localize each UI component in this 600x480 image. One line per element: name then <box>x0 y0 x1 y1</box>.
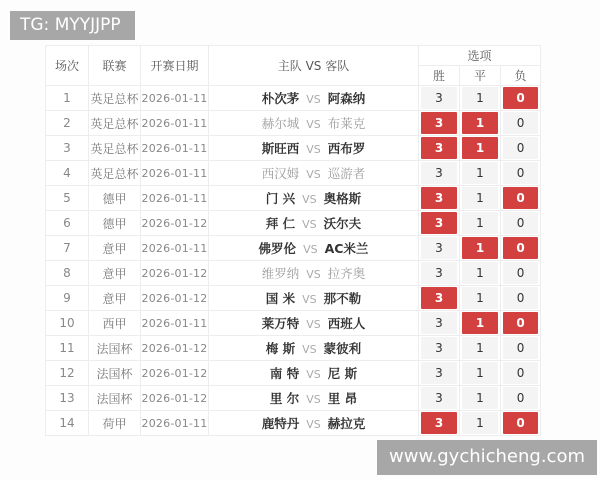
league-name: 德甲 <box>89 186 141 211</box>
match-number: 14 <box>46 411 89 436</box>
match-number: 3 <box>46 136 89 161</box>
away-team: 拉齐奥 <box>327 266 366 281</box>
win-option[interactable]: 3 <box>421 387 457 409</box>
vs-label: VS <box>306 143 321 156</box>
win-option[interactable]: 3 <box>421 212 457 234</box>
draw-option[interactable]: 1 <box>462 287 498 309</box>
league-name: 英足总杯 <box>89 86 141 111</box>
match-date: 2026-01-11 <box>141 411 209 436</box>
draw-option[interactable]: 1 <box>462 137 498 159</box>
lose-option[interactable]: 0 <box>503 337 538 359</box>
league-name: 西甲 <box>89 311 141 336</box>
odds-cell-draw <box>460 236 501 261</box>
vs-label: VS <box>306 118 321 131</box>
odds-cell-lose <box>501 311 541 336</box>
draw-option[interactable]: 1 <box>462 187 498 209</box>
home-team: 莱万特 <box>261 316 300 331</box>
match-date: 2026-01-12 <box>141 386 209 411</box>
match-date: 2026-01-12 <box>141 361 209 386</box>
table-row <box>46 286 541 311</box>
match-teams <box>209 386 419 411</box>
header-league: 联赛 <box>89 46 141 86</box>
match-number: 4 <box>46 161 89 186</box>
vs-label: VS <box>306 418 321 431</box>
league-name: 德甲 <box>89 211 141 236</box>
win-option[interactable]: 3 <box>421 337 457 359</box>
vs-label: VS <box>306 393 321 406</box>
win-option[interactable]: 3 <box>421 362 457 384</box>
draw-option[interactable]: 1 <box>462 162 498 184</box>
league-name: 意甲 <box>89 236 141 261</box>
draw-option[interactable]: 1 <box>462 212 498 234</box>
odds-cell-draw <box>460 286 501 311</box>
header-date: 开赛日期 <box>141 46 209 86</box>
odds-cell-lose <box>501 236 541 261</box>
match-teams <box>209 111 419 136</box>
away-team: 奥格斯 <box>323 191 362 206</box>
match-number: 1 <box>46 86 89 111</box>
home-team: 西汉姆 <box>261 166 300 181</box>
draw-option[interactable]: 1 <box>462 237 498 259</box>
match-number: 5 <box>46 186 89 211</box>
match-teams <box>209 236 419 261</box>
odds-cell-lose <box>501 86 541 111</box>
odds-cell-draw <box>460 311 501 336</box>
match-date: 2026-01-11 <box>141 311 209 336</box>
lose-option[interactable]: 0 <box>503 362 538 384</box>
telegram-watermark: TG: MYYJJPP <box>10 11 135 40</box>
vs-label: VS <box>302 193 317 206</box>
header-win: 胜 <box>419 66 460 86</box>
match-number: 11 <box>46 336 89 361</box>
odds-cell-lose <box>501 111 541 136</box>
table-body <box>46 86 541 436</box>
match-date: 2026-01-12 <box>141 211 209 236</box>
table-row <box>46 336 541 361</box>
odds-cell-draw <box>460 136 501 161</box>
lose-option[interactable]: 0 <box>503 262 538 284</box>
match-teams <box>209 186 419 211</box>
draw-option[interactable]: 1 <box>462 412 498 434</box>
away-team: 西班人 <box>327 316 366 331</box>
table-row <box>46 86 541 111</box>
match-number: 12 <box>46 361 89 386</box>
header-options: 选项 <box>419 46 541 66</box>
match-number: 7 <box>46 236 89 261</box>
table-row <box>46 311 541 336</box>
league-name: 英足总杯 <box>89 161 141 186</box>
odds-cell-lose <box>501 211 541 236</box>
match-number: 10 <box>46 311 89 336</box>
home-team: 维罗纳 <box>261 266 300 281</box>
league-name: 意甲 <box>89 286 141 311</box>
match-teams <box>209 211 419 236</box>
match-date: 2026-01-12 <box>141 336 209 361</box>
match-date: 2026-01-11 <box>141 86 209 111</box>
match-teams <box>209 411 419 436</box>
odds-table <box>45 45 541 436</box>
vs-label: VS <box>306 168 321 181</box>
home-team: 门 兴 <box>265 191 296 206</box>
match-teams <box>209 261 419 286</box>
header-match-no: 场次 <box>46 46 89 86</box>
match-number: 13 <box>46 386 89 411</box>
match-teams <box>209 361 419 386</box>
home-team: 梅 斯 <box>265 341 296 356</box>
match-teams <box>209 136 419 161</box>
lose-option[interactable]: 0 <box>503 87 538 109</box>
match-number: 6 <box>46 211 89 236</box>
away-team: 赫拉克 <box>327 416 366 431</box>
vs-label: VS <box>302 343 317 356</box>
draw-option[interactable]: 1 <box>462 387 498 409</box>
odds-cell-win <box>419 86 460 111</box>
match-teams <box>209 86 419 111</box>
win-option[interactable]: 3 <box>421 137 457 159</box>
home-team: 斯旺西 <box>261 141 300 156</box>
away-team: 阿森纳 <box>327 91 366 106</box>
lose-option[interactable]: 0 <box>503 162 538 184</box>
table-row <box>46 211 541 236</box>
vs-label: VS <box>302 218 317 231</box>
league-name: 英足总杯 <box>89 136 141 161</box>
match-date: 2026-01-11 <box>141 161 209 186</box>
away-team: 里 昂 <box>327 391 358 406</box>
lose-option[interactable]: 0 <box>503 287 538 309</box>
odds-cell-lose <box>501 336 541 361</box>
home-team: 国 米 <box>265 291 296 306</box>
lose-option[interactable]: 0 <box>503 312 538 334</box>
vs-label: VS <box>306 93 321 106</box>
league-name: 法国杯 <box>89 336 141 361</box>
odds-cell-lose <box>501 411 541 436</box>
home-team: 拜 仁 <box>265 216 296 231</box>
match-teams <box>209 336 419 361</box>
win-option[interactable]: 3 <box>421 237 457 259</box>
vs-label: VS <box>306 268 321 281</box>
vs-label: VS <box>302 293 317 306</box>
odds-cell-win <box>419 211 460 236</box>
table-header <box>46 46 541 86</box>
table-row <box>46 186 541 211</box>
table-row <box>46 111 541 136</box>
match-date: 2026-01-11 <box>141 186 209 211</box>
odds-cell-draw <box>460 186 501 211</box>
odds-cell-win <box>419 261 460 286</box>
table-row <box>46 236 541 261</box>
odds-cell-draw <box>460 86 501 111</box>
match-date: 2026-01-12 <box>141 261 209 286</box>
odds-cell-win <box>419 311 460 336</box>
league-name: 法国杯 <box>89 361 141 386</box>
odds-cell-draw <box>460 261 501 286</box>
draw-option[interactable]: 1 <box>462 262 498 284</box>
table-row <box>46 261 541 286</box>
home-team: 佛罗伦 <box>258 241 297 256</box>
odds-cell-win <box>419 186 460 211</box>
league-name: 法国杯 <box>89 386 141 411</box>
odds-cell-draw <box>460 361 501 386</box>
odds-cell-win <box>419 111 460 136</box>
home-team: 赫尔城 <box>261 116 300 131</box>
header-teams: 主队 VS 客队 <box>209 46 419 86</box>
lose-option[interactable]: 0 <box>503 237 538 259</box>
win-option[interactable]: 3 <box>421 187 457 209</box>
odds-cell-win <box>419 336 460 361</box>
site-watermark: www.gychicheng.com <box>377 440 597 475</box>
odds-cell-win <box>419 286 460 311</box>
table-row <box>46 361 541 386</box>
match-date: 2026-01-12 <box>141 286 209 311</box>
match-teams <box>209 161 419 186</box>
match-teams <box>209 311 419 336</box>
vs-label: VS <box>303 243 318 256</box>
odds-cell-win <box>419 136 460 161</box>
odds-cell-win <box>419 386 460 411</box>
odds-cell-lose <box>501 286 541 311</box>
match-number: 9 <box>46 286 89 311</box>
odds-cell-draw <box>460 111 501 136</box>
home-team: 朴次茅 <box>261 91 300 106</box>
odds-cell-win <box>419 236 460 261</box>
league-name: 意甲 <box>89 261 141 286</box>
odds-cell-draw <box>460 211 501 236</box>
draw-option[interactable]: 1 <box>462 312 498 334</box>
odds-cell-draw <box>460 336 501 361</box>
vs-label: VS <box>306 318 321 331</box>
match-date: 2026-01-11 <box>141 236 209 261</box>
table-row <box>46 161 541 186</box>
odds-cell-draw <box>460 386 501 411</box>
odds-cell-lose <box>501 386 541 411</box>
league-name: 英足总杯 <box>89 111 141 136</box>
win-option[interactable]: 3 <box>421 287 457 309</box>
win-option[interactable]: 3 <box>421 87 457 109</box>
lose-option[interactable]: 0 <box>503 137 538 159</box>
header-draw: 平 <box>460 66 501 86</box>
vs-label: VS <box>306 368 321 381</box>
match-teams <box>209 286 419 311</box>
away-team: 尼 斯 <box>327 366 358 381</box>
win-option[interactable]: 3 <box>421 412 457 434</box>
lose-option[interactable]: 0 <box>503 112 538 134</box>
odds-cell-win <box>419 411 460 436</box>
win-option[interactable]: 3 <box>421 262 457 284</box>
away-team: 西布罗 <box>327 141 366 156</box>
lose-option[interactable]: 0 <box>503 187 538 209</box>
home-team: 南 特 <box>269 366 300 381</box>
table-row <box>46 411 541 436</box>
draw-option[interactable]: 1 <box>462 362 498 384</box>
match-number: 2 <box>46 111 89 136</box>
match-number: 8 <box>46 261 89 286</box>
away-team: 布莱克 <box>327 116 366 131</box>
odds-cell-lose <box>501 186 541 211</box>
odds-cell-lose <box>501 161 541 186</box>
league-name: 荷甲 <box>89 411 141 436</box>
odds-cell-draw <box>460 161 501 186</box>
win-option[interactable]: 3 <box>421 112 457 134</box>
win-option[interactable]: 3 <box>421 312 457 334</box>
lose-option[interactable]: 0 <box>503 212 538 234</box>
odds-cell-lose <box>501 261 541 286</box>
match-date: 2026-01-11 <box>141 111 209 136</box>
odds-cell-lose <box>501 361 541 386</box>
away-team: 巡游者 <box>327 166 366 181</box>
away-team: AC米兰 <box>324 241 369 256</box>
odds-cell-draw <box>460 411 501 436</box>
win-option[interactable]: 3 <box>421 162 457 184</box>
away-team: 那不勒 <box>323 291 362 306</box>
lose-option[interactable]: 0 <box>503 412 538 434</box>
table-row <box>46 386 541 411</box>
away-team: 沃尔夫 <box>323 216 362 231</box>
header-lose: 负 <box>501 66 541 86</box>
draw-option[interactable]: 1 <box>462 337 498 359</box>
odds-cell-lose <box>501 136 541 161</box>
home-team: 里 尔 <box>269 391 300 406</box>
draw-option[interactable]: 1 <box>462 87 498 109</box>
lose-option[interactable]: 0 <box>503 387 538 409</box>
home-team: 鹿特丹 <box>261 416 300 431</box>
odds-cell-win <box>419 161 460 186</box>
table-row <box>46 136 541 161</box>
odds-cell-win <box>419 361 460 386</box>
match-date: 2026-01-11 <box>141 136 209 161</box>
draw-option[interactable]: 1 <box>462 112 498 134</box>
away-team: 蒙彼利 <box>323 341 362 356</box>
